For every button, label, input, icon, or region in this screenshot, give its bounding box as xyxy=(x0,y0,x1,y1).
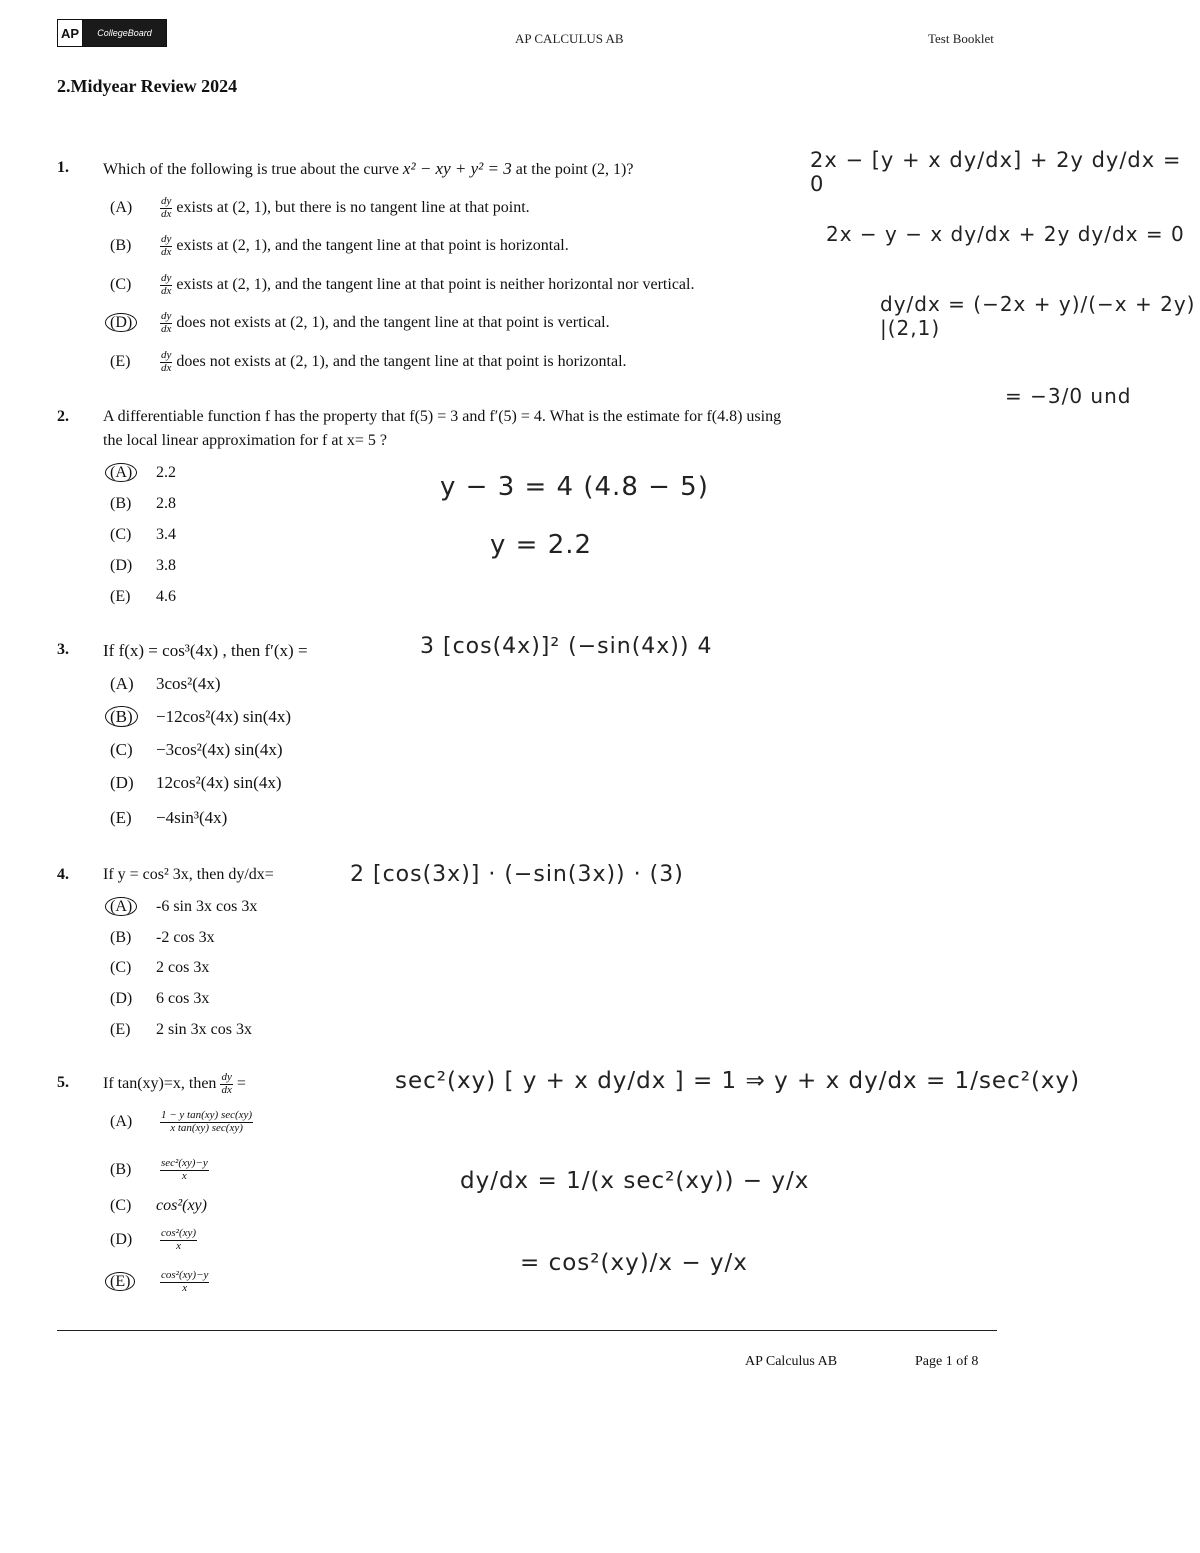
question-1-number: 1. xyxy=(57,159,69,176)
question-4-option-a[interactable]: (A) -6 sin 3x cos 3x xyxy=(110,898,257,916)
answer-circle: (A) xyxy=(105,463,137,482)
handwriting-q1-line2: 2x − y − x dy/dx + 2y dy/dx = 0 xyxy=(826,222,1185,246)
question-3-text: If f(x) = cos³(4x) , then f′(x) = xyxy=(103,641,308,660)
question-4-number: 4. xyxy=(57,866,69,883)
dydx-fraction: $\frac{dy}{dx}$ xyxy=(161,310,172,335)
question-4-option-e[interactable]: (E) 2 sin 3x cos 3x xyxy=(110,1021,252,1038)
question-1-option-d[interactable]: (D) $\frac{dy}{dx}$ does not exists at (2, 1), and the tangent line at that point is vertical. xyxy=(110,311,610,335)
question-3-option-b[interactable]: (B) −12cos²(4x) sin(4x) xyxy=(110,707,291,727)
question-5-option-a[interactable]: (A) $\frac{\text{1 − y tan(xy) sec(xy)}}{\text{x tan(xy) sec(xy)}}$ xyxy=(110,1109,253,1134)
question-2-option-c[interactable]: (C) 3.4 xyxy=(110,526,176,543)
handwriting-q4-line1: 2 [cos(3x)] · (−sin(3x)) · (3) xyxy=(350,862,684,887)
handwriting-q1-line1: 2x − [y + x dy/dx] + 2y dy/dx = 0 xyxy=(810,148,1182,196)
question-1-option-e[interactable]: (E) $\frac{dy}{dx}$ does not exists at (2, 1), and the tangent line at that point is horizontal. xyxy=(110,349,627,374)
handwriting-q3-line1: 3 [cos(4x)]² (−sin(4x)) 4 xyxy=(420,634,713,659)
question-2-text-line2: the local linear approximation for f at x= 5 ? xyxy=(103,432,388,449)
header-booklet: Test Booklet xyxy=(928,31,994,46)
question-1-option-b[interactable]: (B) $\frac{dy}{dx}$ exists at (2, 1), and the tangent line at that point is horizontal. xyxy=(110,233,569,258)
handwriting-q1-line4: = −3/0 und xyxy=(1005,384,1132,408)
question-1-option-c[interactable]: (C) $\frac{dy}{dx}$ exists at (2, 1), and the tangent line at that point is neither horizontal nor vertical. xyxy=(110,272,695,297)
question-5-option-c[interactable]: (C) cos²(xy) xyxy=(110,1197,207,1214)
dydx-fraction: $\frac{dy}{dx}$ xyxy=(161,195,172,220)
question-2-option-b[interactable]: (B) 2.8 xyxy=(110,495,176,512)
question-1-text: Which of the following is true about the curve x² − xy + y² = 3 at the point (2, 1)? xyxy=(103,159,634,178)
logo-ap-text: AP xyxy=(58,20,83,46)
question-4-option-d[interactable]: (D) 6 cos 3x xyxy=(110,990,210,1007)
question-5-option-d[interactable]: (D) $\frac{\text{cos²(xy)}}{x}$ xyxy=(110,1227,197,1252)
answer-circle: (D) xyxy=(105,313,137,332)
question-5-option-b[interactable]: (B) $\frac{\text{sec²(xy)−y}}{x}$ xyxy=(110,1157,208,1182)
question-3-option-c[interactable]: (C) −3cos²(4x) sin(4x) xyxy=(110,740,283,759)
ap-logo xyxy=(57,19,167,47)
handwriting-q1-line3: dy/dx = (−2x + y)/(−x + 2y) |(2,1) xyxy=(880,292,1196,340)
question-3-option-e[interactable]: (E) −4sin³(4x) xyxy=(110,808,228,827)
question-2-option-a[interactable]: (A) 2.2 xyxy=(110,464,176,482)
answer-circle: (B) xyxy=(105,706,138,727)
question-4-text: If y = cos² 3x, then dy/dx= xyxy=(103,866,274,883)
question-3-number: 3. xyxy=(57,641,69,658)
footer-page-number: Page 1 of 8 xyxy=(915,1354,979,1369)
handwriting-q2-line1: y − 3 = 4 (4.8 − 5) xyxy=(440,472,709,502)
header-course: AP CALCULUS AB xyxy=(515,31,624,46)
footer-course: AP Calculus AB xyxy=(745,1354,838,1369)
question-2-option-d[interactable]: (D) 3.8 xyxy=(110,557,176,574)
answer-circle: (A) xyxy=(105,897,137,916)
dydx-fraction: $\frac{dy}{dx}$ xyxy=(221,1071,232,1096)
question-2-number: 2. xyxy=(57,408,69,425)
question-5-number: 5. xyxy=(57,1074,69,1091)
handwriting-q5-line3: = cos²(xy)/x − y/x xyxy=(520,1250,748,1276)
answer-circle: (E) xyxy=(105,1272,135,1291)
handwriting-q5-line2: dy/dx = 1/(x sec²(xy)) − y/x xyxy=(460,1168,810,1194)
question-4-option-b[interactable]: (B) -2 cos 3x xyxy=(110,929,215,946)
logo-collegeboard-text: CollegeBoard xyxy=(83,20,166,46)
handwriting-q2-line2: y = 2.2 xyxy=(490,530,593,560)
question-5-option-e[interactable]: (E) $\frac{\text{cos²(xy)−y}}{x}$ xyxy=(110,1270,213,1294)
footer-rule xyxy=(57,1330,997,1331)
question-2-option-e[interactable]: (E) 4.6 xyxy=(110,588,176,605)
dydx-fraction: $\frac{dy}{dx}$ xyxy=(161,349,172,374)
page-title: 2.Midyear Review 2024 xyxy=(57,76,238,96)
dydx-fraction: $\frac{dy}{dx}$ xyxy=(161,233,172,258)
handwriting-q5-line1: sec²(xy) [ y + x dy/dx ] = 1 ⇒ y + x dy/dx = 1/sec²(xy) xyxy=(395,1068,1081,1094)
question-2-text: A differentiable function f has the property that f(5) = 3 and f′(5) = 4. What is the estimate for f(4.8) using xyxy=(103,408,782,425)
question-5-text: If tan(xy)=x, then $\frac{dy}{dx}$ = xyxy=(103,1071,246,1096)
question-4-option-c[interactable]: (C) 2 cos 3x xyxy=(110,959,210,976)
question-1-option-a[interactable]: (A) $\frac{dy}{dx}$ exists at (2, 1), but there is no tangent line at that point. xyxy=(110,195,530,220)
question-3-option-d[interactable]: (D) 12cos²(4x) sin(4x) xyxy=(110,773,282,792)
question-3-option-a[interactable]: (A) 3cos²(4x) xyxy=(110,674,221,693)
dydx-fraction: $\frac{dy}{dx}$ xyxy=(161,272,172,297)
